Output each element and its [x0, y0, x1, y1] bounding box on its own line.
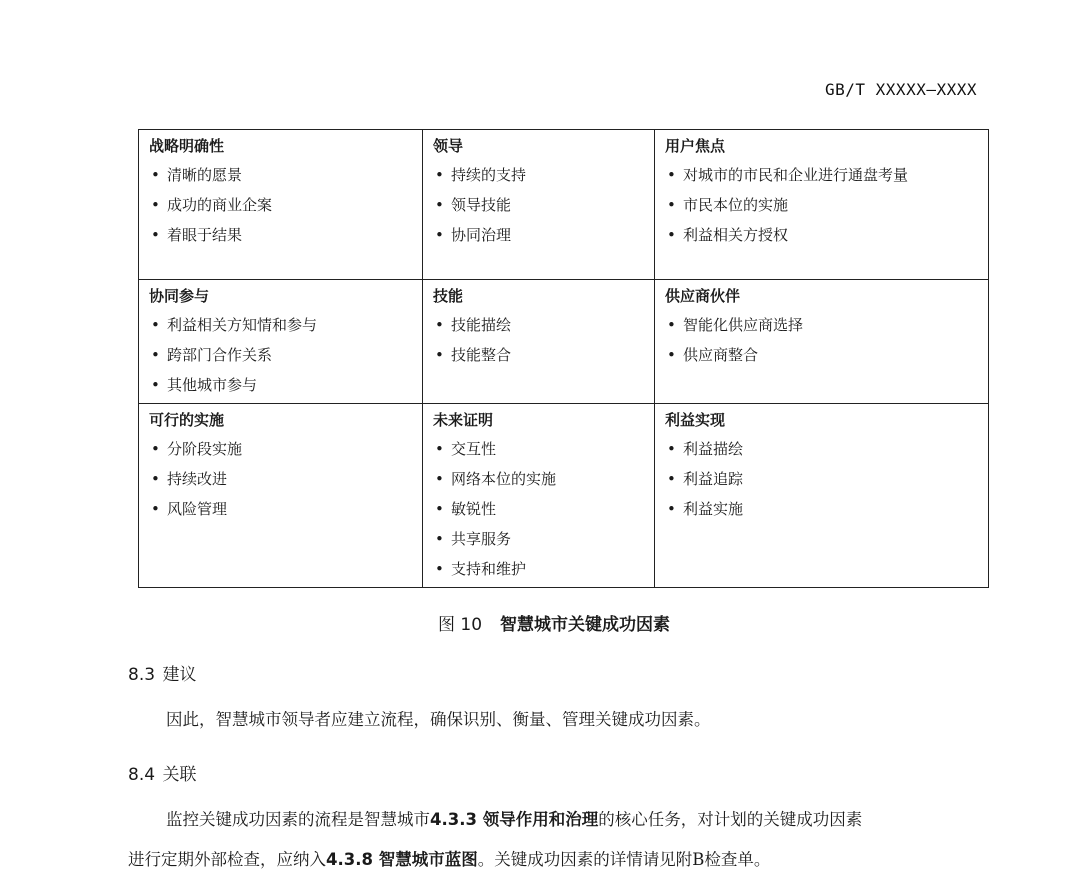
factor-title: 用户焦点: [665, 137, 726, 155]
factor-list: [149, 160, 412, 250]
factor-title: 供应商伙伴: [665, 287, 741, 305]
paragraph-8-3: [128, 700, 988, 740]
list-item: • 交互性: [433, 434, 644, 464]
factor-list: [665, 310, 978, 370]
factor-list: [149, 310, 412, 400]
table-row: [139, 280, 989, 404]
table-row: [139, 404, 989, 588]
list-item: • 技能整合: [433, 340, 644, 370]
factor-list: [433, 310, 644, 370]
table-cell: [655, 404, 989, 588]
critical-success-factors-table: [138, 129, 989, 588]
list-item: • 成功的商业企案: [149, 190, 412, 220]
list-item: • 利益相关方知情和参与: [149, 310, 412, 340]
table-cell: [139, 130, 423, 280]
section-heading-8-3: [128, 660, 196, 685]
list-item: • 持续的支持: [433, 160, 644, 190]
figure-title: 智慧城市关键成功因素: [500, 615, 671, 635]
factor-title: 战略明确性: [149, 137, 225, 155]
table-cell: [139, 404, 423, 588]
factor-title: 可行的实施: [149, 411, 225, 429]
list-item: • 共享服务: [433, 524, 644, 554]
text-run: 的核心任务，对计划的关键成功因素: [598, 810, 863, 829]
section-title: 建议: [162, 665, 197, 685]
figure-number: 图 10: [437, 615, 483, 635]
factor-title: 利益实现: [665, 411, 726, 429]
table-cell: [655, 130, 989, 280]
table-row: [139, 130, 989, 280]
section-number: 8.4: [128, 765, 156, 785]
list-item: • 供应商整合: [665, 340, 978, 370]
list-item: • 分阶段实施: [149, 434, 412, 464]
table-cell: [423, 404, 655, 588]
section-title: 关联: [162, 765, 197, 785]
document-code: GB/T XXXXX—XXXX: [825, 80, 977, 99]
list-item: • 利益实施: [665, 494, 978, 524]
list-item: • 利益相关方授权: [665, 220, 978, 250]
list-item: • 持续改进: [149, 464, 412, 494]
paragraph-8-4: [128, 800, 988, 880]
list-item: • 其他城市参与: [149, 370, 412, 400]
list-item: • 跨部门合作关系: [149, 340, 412, 370]
factor-list: [665, 434, 978, 524]
table-cell: [423, 280, 655, 404]
section-number: 8.3: [128, 665, 156, 685]
section-heading-8-4: [128, 760, 196, 785]
list-item: • 着眼于结果: [149, 220, 412, 250]
list-item: • 领导技能: [433, 190, 644, 220]
list-item: • 支持和维护: [433, 554, 644, 584]
cross-reference-4-3-3: 4.3.3 领导作用和治理: [430, 810, 599, 829]
factor-list: [149, 434, 412, 524]
paragraph-line-2: [128, 840, 988, 880]
list-item: • 清晰的愿景: [149, 160, 412, 190]
list-item: • 对城市的市民和企业进行通盘考量: [665, 160, 978, 190]
factor-title: 未来证明: [433, 411, 494, 429]
list-item: • 利益追踪: [665, 464, 978, 494]
factor-title: 领导: [433, 137, 464, 155]
text-run: 监控关键成功因素的流程是智慧城市: [166, 810, 430, 829]
factor-list: [433, 160, 644, 250]
table-cell: [655, 280, 989, 404]
list-item: • 技能描绘: [433, 310, 644, 340]
list-item: • 协同治理: [433, 220, 644, 250]
text-run: 进行定期外部检查，应纳入: [128, 850, 326, 869]
paragraph-line-1: [128, 800, 988, 840]
list-item: • 市民本位的实施: [665, 190, 978, 220]
list-item: • 风险管理: [149, 494, 412, 524]
table-cell: [139, 280, 423, 404]
list-item: • 网络本位的实施: [433, 464, 644, 494]
text-run: 。关键成功因素的详情请见附B检查单。: [477, 850, 771, 869]
list-item: • 敏锐性: [433, 494, 644, 524]
figure-caption: [0, 610, 1080, 635]
factor-title: 技能: [433, 287, 464, 305]
cross-reference-4-3-8: 4.3.8 智慧城市蓝图: [326, 850, 478, 869]
paragraph-text: 因此，智慧城市领导者应建立流程，确保识别、衡量、管理关键成功因素。: [166, 710, 711, 729]
factor-title: 协同参与: [149, 287, 210, 305]
list-item: • 利益描绘: [665, 434, 978, 464]
list-item: • 智能化供应商选择: [665, 310, 978, 340]
factor-list: [665, 160, 978, 250]
factor-list: [433, 434, 644, 584]
table-cell: [423, 130, 655, 280]
